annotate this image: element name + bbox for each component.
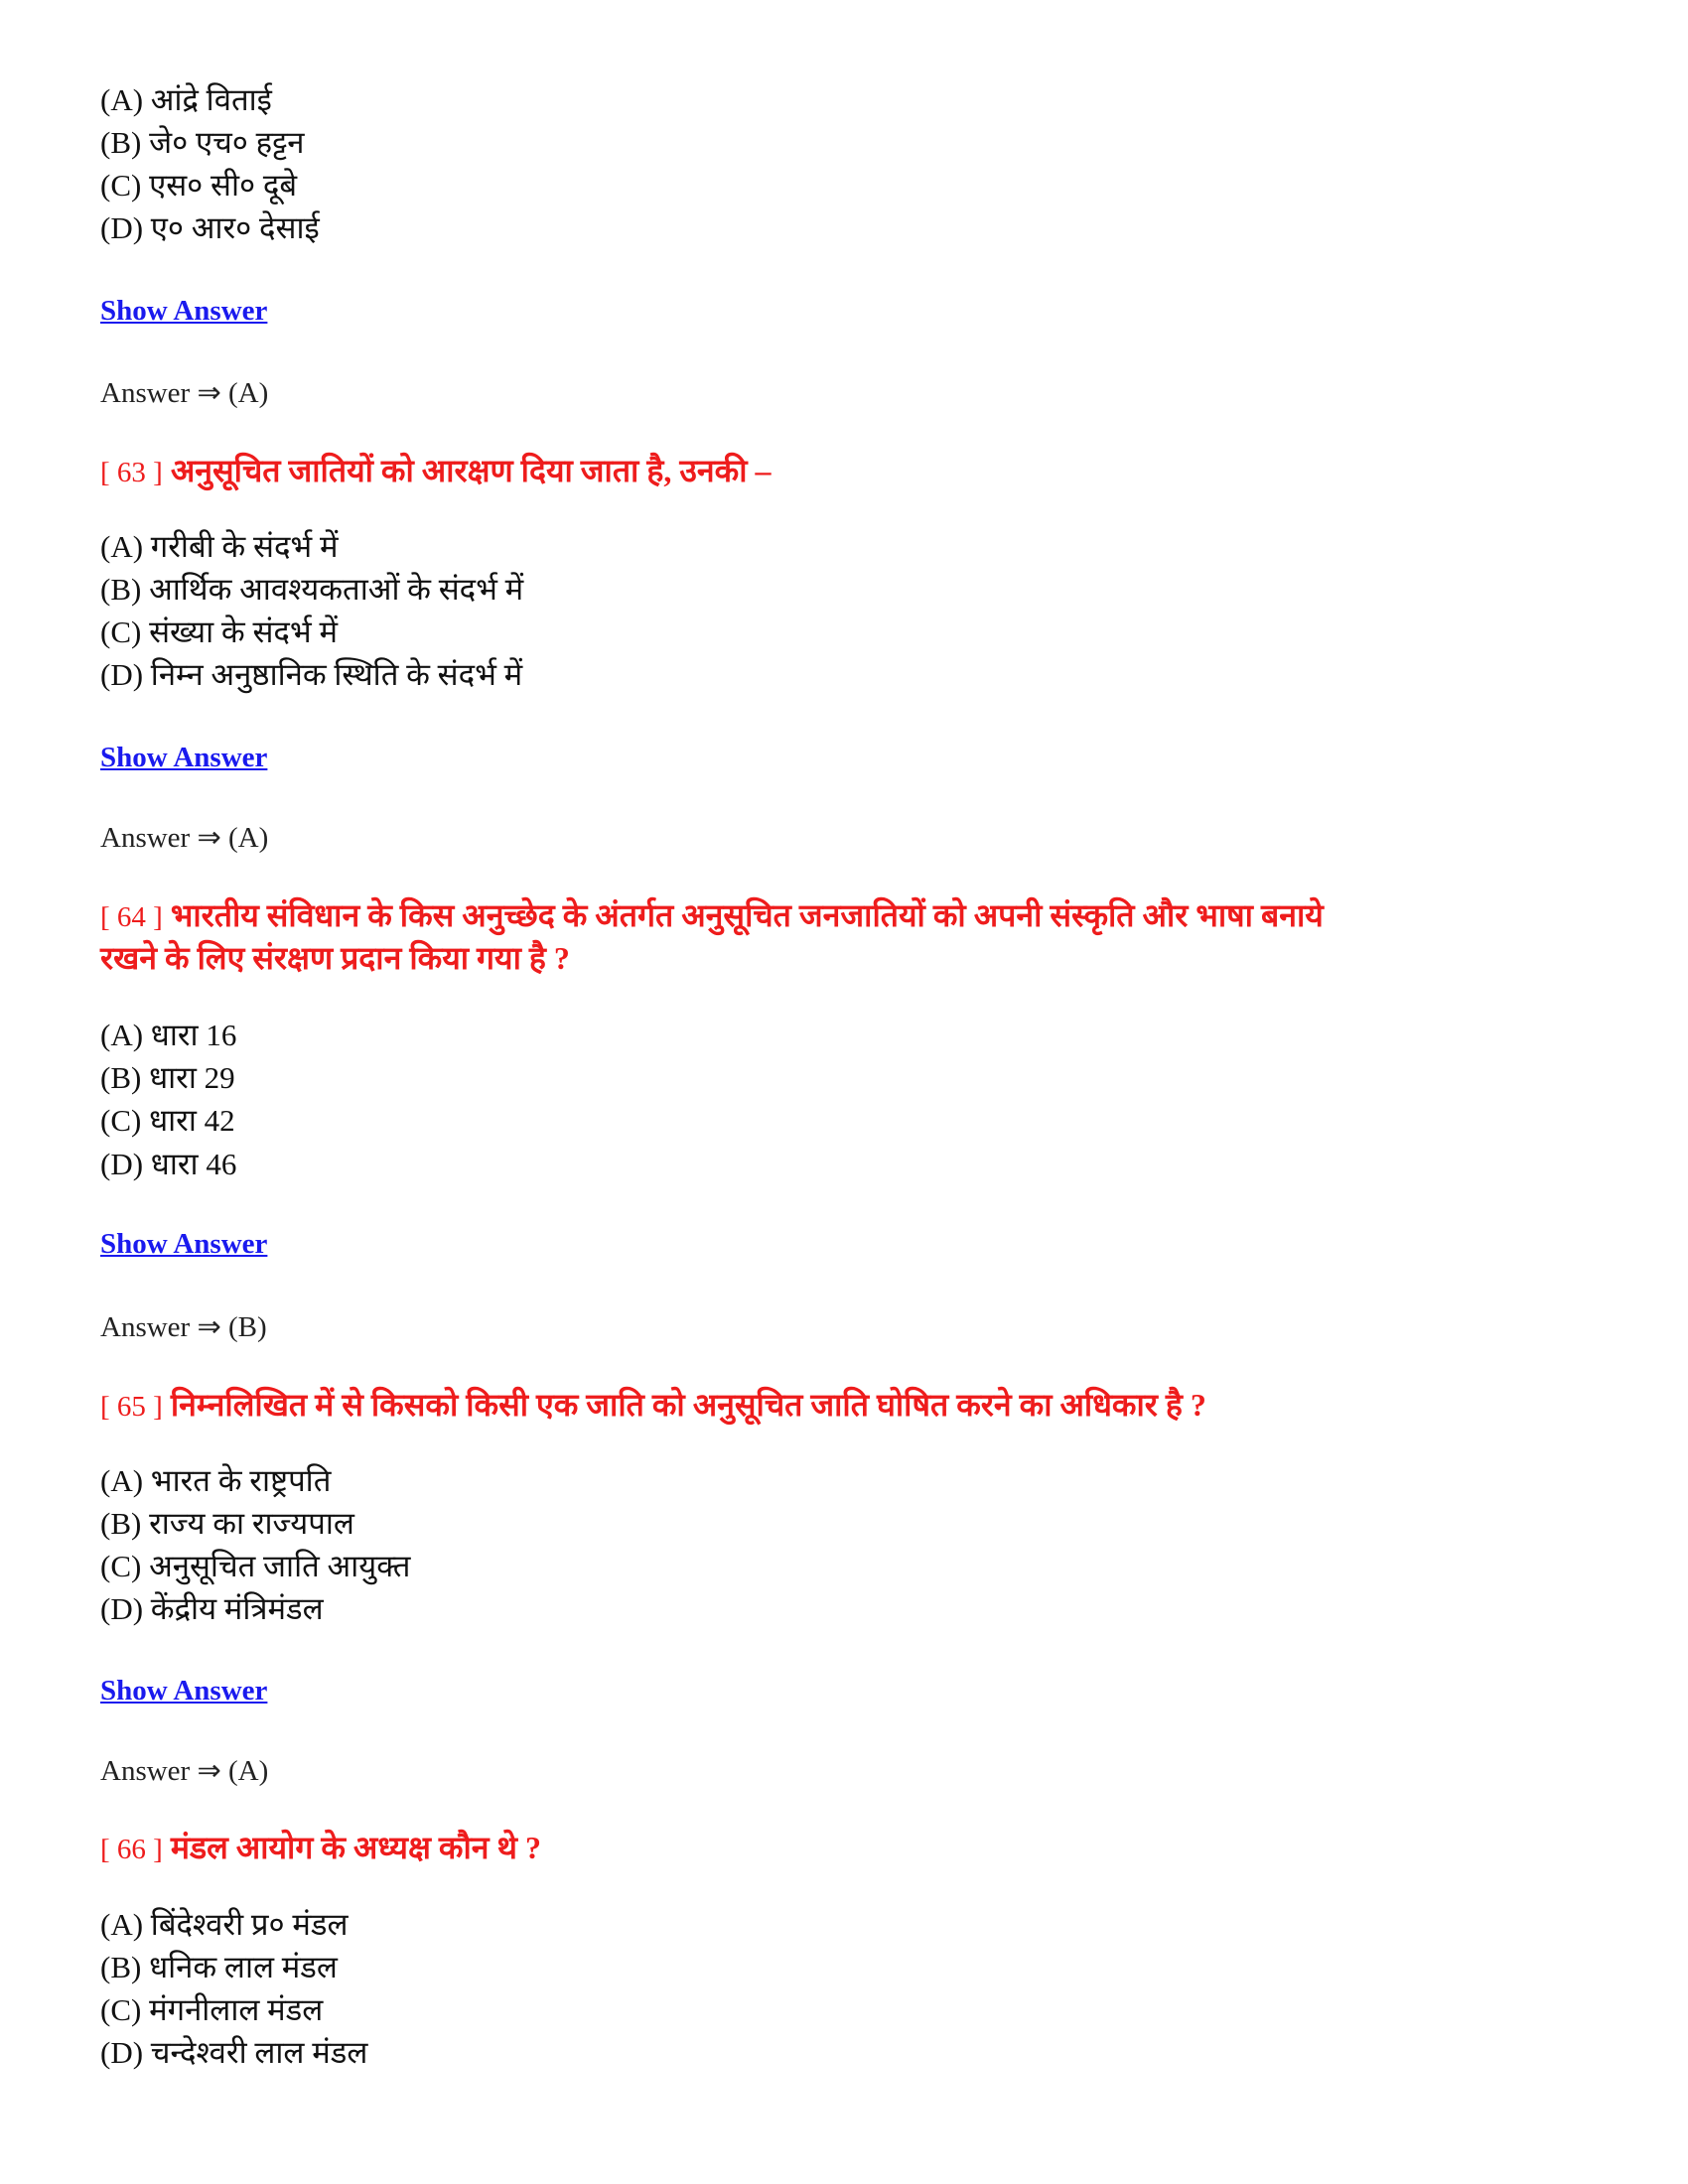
answer-text: Answer ⇒ (A) <box>100 377 269 409</box>
option-c: (C) एस० सी० दूबे <box>100 168 298 203</box>
option-d: (D) निम्न अनुष्ठानिक स्थिति के संदर्भ में <box>100 657 523 692</box>
question-text-line1: भारतीय संविधान के किस अनुच्छेद के अंतर्गत अनुसूचित जनजातियों को अपनी संस्कृति और भाषा बनाये <box>170 897 1324 933</box>
answer-text: Answer ⇒ (A) <box>100 1755 269 1787</box>
question-number: [ 66 ] <box>100 1834 163 1865</box>
question-text: अनुसूचित जातियों को आरक्षण दिया जाता है, उनकी – <box>170 453 772 488</box>
show-answer-link[interactable]: Show Answer <box>100 1675 268 1706</box>
option-d: (D) चन्देश्वरी लाल मंडल <box>100 2035 368 2070</box>
question-text: मंडल आयोग के अध्यक्ष कौन थे ? <box>170 1830 541 1865</box>
option-c: (C) संख्या के संदर्भ में <box>100 614 338 649</box>
option-b: (B) धनिक लाल मंडल <box>100 1950 338 1984</box>
answer-text: Answer ⇒ (B) <box>100 1311 267 1343</box>
question-65 <box>100 1389 1206 1422</box>
option-b: (B) धारा 29 <box>100 1060 235 1095</box>
option-b: (B) राज्य का राज्यपाल <box>100 1506 354 1541</box>
option-d: (D) केंद्रीय मंत्रिमंडल <box>100 1591 324 1626</box>
question-number: [ 64 ] <box>100 901 163 933</box>
question-64-line2: रखने के लिए संरक्षण प्रदान किया गया है ? <box>100 940 570 976</box>
option-a: (A) भारत के राष्ट्रपति <box>100 1463 332 1498</box>
show-answer-link[interactable]: Show Answer <box>100 1228 268 1260</box>
question-64 <box>100 899 1324 932</box>
option-a: (A) गरीबी के संदर्भ में <box>100 529 339 564</box>
option-a: (A) धारा 16 <box>100 1018 237 1052</box>
answer-text: Answer ⇒ (A) <box>100 822 269 854</box>
question-number: [ 65 ] <box>100 1391 163 1423</box>
option-d: (D) धारा 46 <box>100 1147 237 1181</box>
question-63 <box>100 455 772 487</box>
option-b: (B) जे० एच० हट्टन <box>100 125 305 160</box>
option-c: (C) मंगनीलाल मंडल <box>100 1992 324 2027</box>
option-c: (C) अनुसूचित जाति आयुक्त <box>100 1549 411 1583</box>
option-b: (B) आर्थिक आवश्यकताओं के संदर्भ में <box>100 572 524 607</box>
question-text: निम्नलिखित में से किसको किसी एक जाति को अनुसूचित जाति घोषित करने का अधिकार है ? <box>170 1387 1206 1423</box>
option-c: (C) धारा 42 <box>100 1103 235 1138</box>
show-answer-link[interactable]: Show Answer <box>100 295 268 327</box>
option-a: (A) बिंदेश्वरी प्र० मंडल <box>100 1907 349 1942</box>
question-number: [ 63 ] <box>100 457 163 488</box>
option-a: (A) आंद्रे विताई <box>100 82 272 117</box>
option-d: (D) ए० आर० देसाई <box>100 210 320 245</box>
question-66 <box>100 1832 541 1864</box>
show-answer-link[interactable]: Show Answer <box>100 742 268 773</box>
